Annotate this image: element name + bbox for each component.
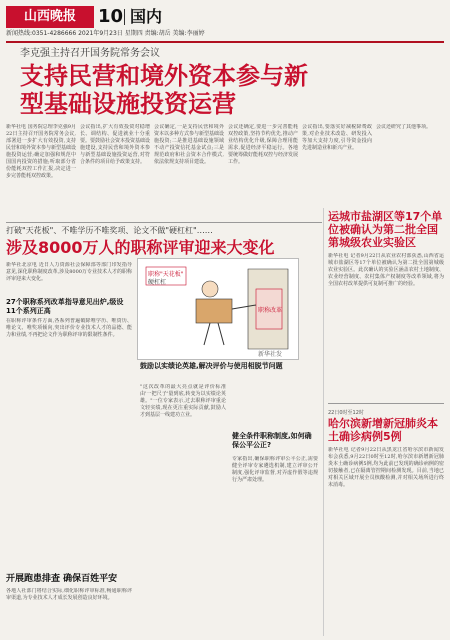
cartoon-credit: 新华社发 <box>258 351 283 358</box>
body-paragraph: 各地人社部门将结合实际,细化职称评审标准,畅通职称评审渠道,为专业技术人才成长发展创造良好环境。 <box>6 588 132 601</box>
second-intro <box>6 262 132 298</box>
lead-paragraph: 会议还确定,要进一步完善能耗双控政策,坚持节约优先,推动产业结构优化升级,保障合理用能需求,促进经济平稳运行。各地要统筹做好能耗双控与经济发展工作。 <box>228 124 298 165</box>
second-headline: 涉及8000万人的职称评审迎来大变化 <box>6 238 275 257</box>
side-body-a <box>328 253 444 397</box>
second-body-b <box>6 588 132 636</box>
lead-column-4 <box>228 124 298 220</box>
side-body-b <box>328 447 444 597</box>
lead-paragraph: 会议还研究了其他事项。 <box>376 124 432 130</box>
second-body-a <box>6 318 132 570</box>
lead-headline: 支持民营和境外资本参与新型基础设施投资运营 <box>20 62 308 118</box>
masthead-rule <box>6 41 444 43</box>
subtitle-b: 开展跑患排查 确保百姓平安 <box>6 574 118 584</box>
lead-column-5 <box>302 124 372 204</box>
lead-paragraph: 会议指出,要落实好减税降费政策,对企业技术改造、研发投入等加大支持力度,引导资金投向先进制造业和新兴产业。 <box>302 124 372 151</box>
masthead-divider <box>124 9 125 25</box>
cartoon-label-bar: 硬杠杠 <box>148 279 167 286</box>
section-name: 国内 <box>130 7 163 26</box>
subtitle-c: 鼓励以实绩论英雄,解决评价与使用相脱节问题 <box>140 362 283 370</box>
second-body-c <box>140 384 226 634</box>
lead-column-6 <box>376 124 444 204</box>
lead-subhead: 李克强主持召开国务院常务会议 <box>20 48 160 59</box>
lead-paragraph: 会议确定,一是支持民营和境外资本以多种方式参与新型基础设施投资;二是推进基础设施领域不动产投资信托基金试点;三是规范政府和社会资本合作模式,依法依规支持项目建设。 <box>154 124 224 165</box>
newspaper-logo: 山西晚报 <box>6 6 94 28</box>
lead-column-2 <box>80 124 150 220</box>
side-paragraph: 新华社电 记者9月22日从农业农村部获悉,山西省运城市盐湖区等17个单位被确认为第二批全国第城级农业实验区。此次确认的实验区涵盖农村土地制度、农业经营制度、农村集体产权制度等改革领域,将为全国农村改革提供可复制可推广的经验。 <box>328 253 444 287</box>
masthead-meta: 新闻热线:0351-4286666 2021年9月23日 星期四 责编:胡岳 美编:李丽婷 <box>6 30 205 37</box>
cartoon-illustration <box>137 258 299 360</box>
section-divider <box>6 222 322 223</box>
lead-column-1 <box>6 124 76 220</box>
second-body-d <box>232 456 318 634</box>
lead-paragraph: 新华社电 国务院总理李克强9月22日主持召开国务院常务会议,部署进一步扩大有效投资,支持民营和境外资本参与新型基础设施投资运营;确定加强和规范中国国内投资的措施;听取部分省份能耗双控工作汇报,决定进一步完善能耗双控政策。 <box>6 124 76 179</box>
masthead <box>6 6 444 40</box>
column-divider <box>323 208 324 636</box>
cartoon-label-ceiling: 职称"天花板" <box>148 271 184 278</box>
side-headline-b: 哈尔滨新增新冠肺炎本土确诊病例5例 <box>328 417 438 443</box>
side-column <box>328 210 444 597</box>
second-subhead: 打破"天花板"、不唯学历不唯奖项、论文不做"硬杠杠"…… <box>6 226 213 235</box>
subtitle-d: 健全条件职称制度,如何确保公平公正? <box>232 432 312 449</box>
subtitle-a: 27个职称系列改革指导意见出炉,级设11个系列正高 <box>6 298 124 315</box>
body-paragraph: 在职称评审条件方面,各系列普遍破除唯学历、唯资历、唯论文、唯奖项倾向,突出评价专业技术人才的品德、能力和业绩,不再把论文作为职称评审的限制性条件。 <box>6 318 132 338</box>
body-paragraph: "这次改革的最大亮点就是评价标准由'一把尺子'量到底,转变为以实绩论英雄。"一位专家表示,过去职称评审重论文轻实绩,现在更注重实际贡献,鼓励人才到基层一线建功立业。 <box>140 384 226 418</box>
intro-paragraph: 新华社北京电 近日人力资源社会保障部等部门印发指导意见,深化职称制度改革,涉及8000万专业技术人才的职称评审迎来大变化。 <box>6 262 132 282</box>
side-headline-a: 运城市盐湖区等17个单位被确认为第二批全国第城级农业实验区 <box>328 210 443 249</box>
lead-column-3 <box>154 124 224 220</box>
cartoon-label-reform: 职称改革 <box>258 307 283 314</box>
side-date: 22日0时至12时 <box>328 410 364 416</box>
side-divider <box>328 403 444 404</box>
page-number: 10 <box>98 6 124 27</box>
side-paragraph: 新华社电 记者9月22日从黑龙江省哈尔滨市新闻发布会获悉,9月22日0时至12时,哈尔滨市新增新冠肺炎本土确诊病例5例,均为此前已发现的确诊病例的密切接触者,已在隔离管控期间检测发现。目前,当地已对相关区域开展全员核酸检测,并对相关场所进行终末消毒。 <box>328 447 444 488</box>
body-paragraph: 专家指出,确保职称评审公平公正,需要健全评审专家遴选机制,建立评审公开制度,强化评审监督,对弄虚作假等违规行为严肃处理。 <box>232 456 318 483</box>
lead-paragraph: 会议指出,扩大有效投资对稳增长、调结构、促进就业十分重要。要鼓励社会资本投资基础设施建设,支持民营和境外资本参与新型基础设施投资运营,对符合条件的项目给予政策支持。 <box>80 124 150 165</box>
